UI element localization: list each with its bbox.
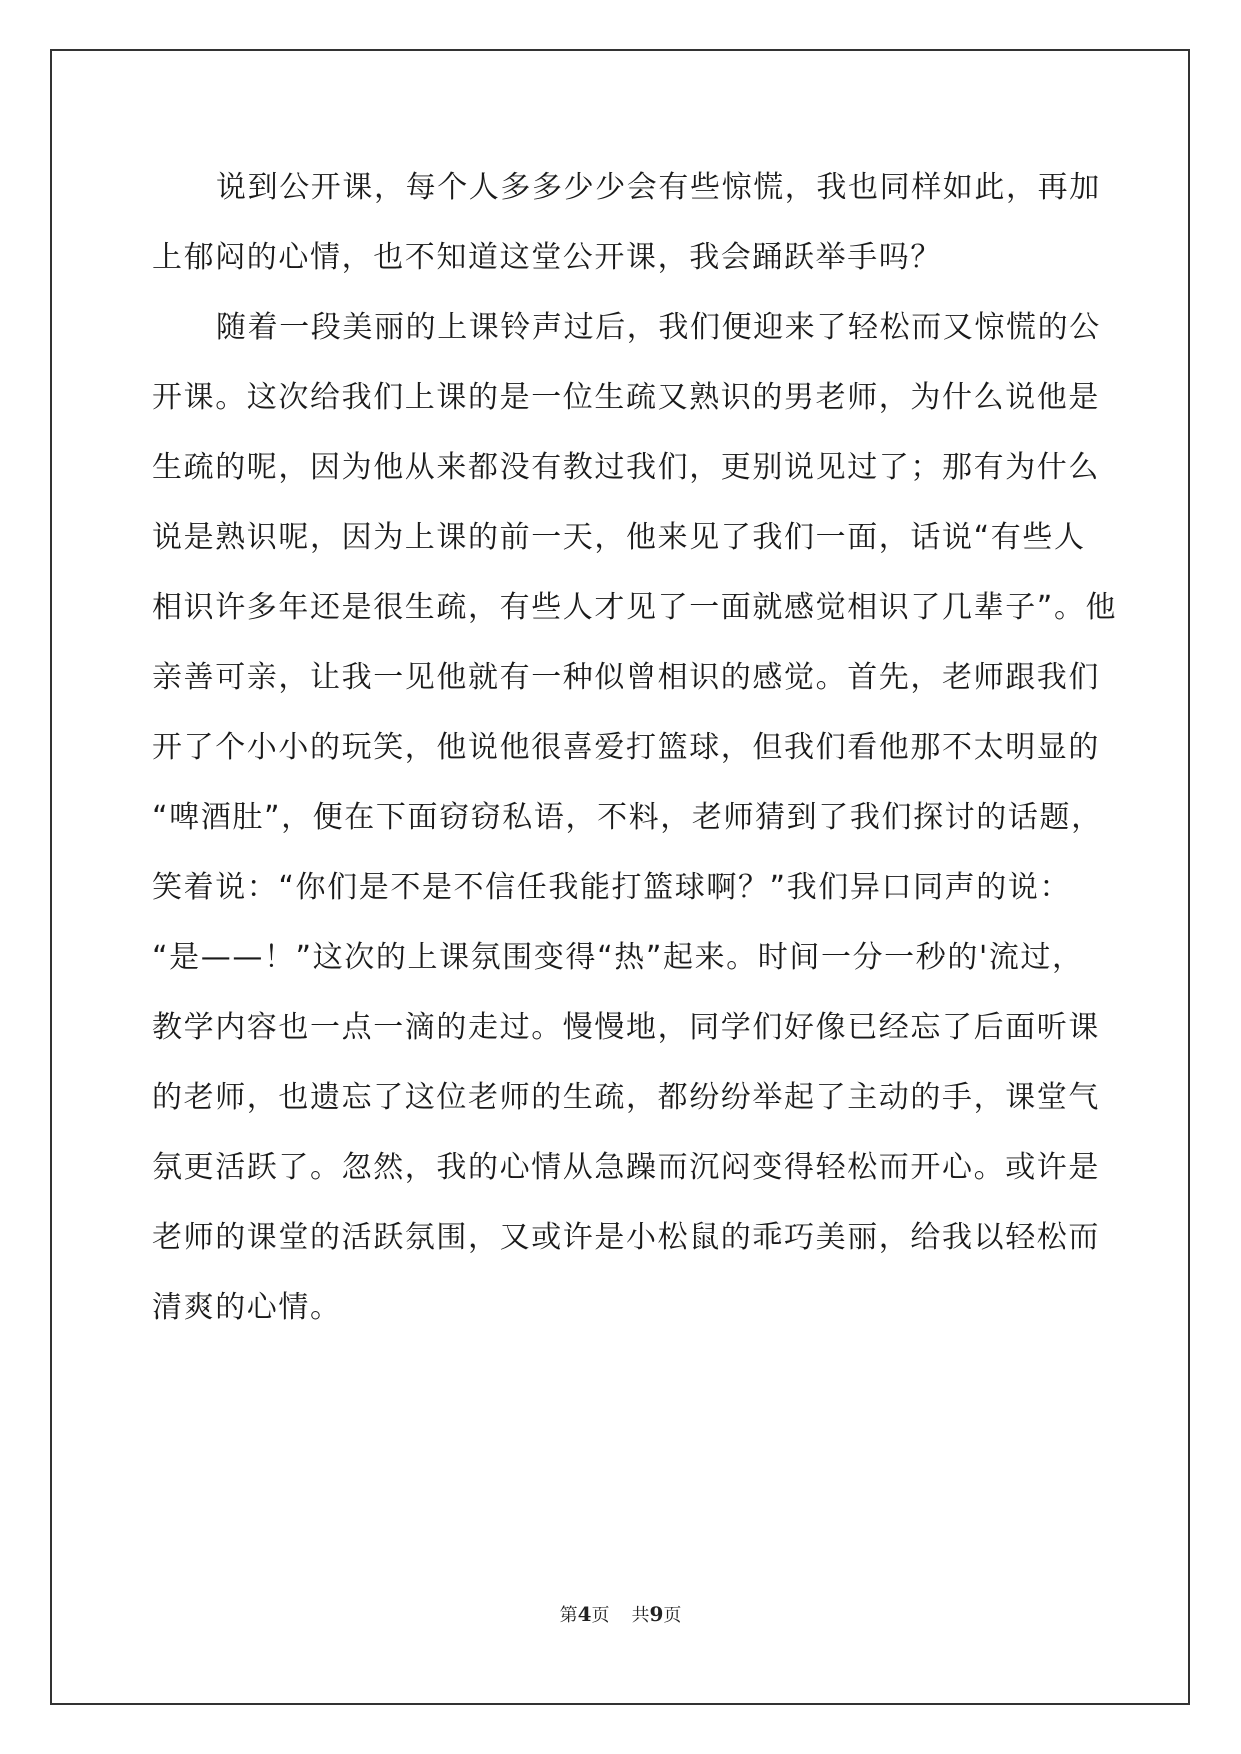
paragraph-line: 相识许多年还是很生疏，有些人才见了一面就感觉相识了几辈子”。他 bbox=[152, 590, 1118, 625]
paragraph-line: 氛更活跃了。忽然，我的心情从急躁而沉闷变得轻松而开心。或许是 bbox=[152, 1150, 1100, 1185]
paragraph-line: 生疏的呢，因为他从来都没有教过我们，更别说见过了；那有为什么 bbox=[152, 450, 1100, 485]
paragraph-line: 教学内容也一点一滴的走过。慢慢地，同学们好像已经忘了后面听课 bbox=[152, 1010, 1100, 1045]
paragraph-line: 亲善可亲，让我一见他就有一种似曾相识的感觉。首先，老师跟我们 bbox=[152, 660, 1100, 695]
paragraph-line: 开了个小小的玩笑，他说他很喜爱打篮球，但我们看他那不太明显的 bbox=[152, 730, 1100, 765]
total-prefix: 共 bbox=[631, 1605, 650, 1626]
page-footer bbox=[0, 1602, 1241, 1628]
paragraph-line: 随着一段美丽的上课铃声过后，我们便迎来了轻松而又惊慌的公 bbox=[216, 310, 1101, 345]
page-suffix: 页 bbox=[591, 1605, 610, 1626]
page-current-number: 4 bbox=[577, 1602, 592, 1626]
paragraph-line: 笑着说：“你们是不是不信任我能打篮球啊？”我们异口同声的说： bbox=[152, 870, 1072, 905]
paragraph-line: “是——！”这次的上课氛围变得“热”起来。时间一分一秒的'流过， bbox=[152, 940, 1084, 975]
page-total-number: 9 bbox=[649, 1602, 664, 1626]
paragraph-line: 的老师，也遗忘了这位老师的生疏，都纷纷举起了主动的手，课堂气 bbox=[152, 1080, 1100, 1115]
paragraph-line: 老师的课堂的活跃氛围，又或许是小松鼠的乖巧美丽，给我以轻松而 bbox=[152, 1220, 1100, 1255]
paragraph-line: 开课。这次给我们上课的是一位生疏又熟识的男老师，为什么说他是 bbox=[152, 380, 1100, 415]
paragraph-line: 说到公开课，每个人多多少少会有些惊慌，我也同样如此，再加 bbox=[216, 170, 1101, 205]
paragraph-line: 说是熟识呢，因为上课的前一天，他来见了我们一面，话说“有些人 bbox=[152, 520, 1086, 555]
total-suffix: 页 bbox=[663, 1605, 682, 1626]
paragraph-line: “啤酒肚”，便在下面窃窃私语，不料，老师猜到了我们探讨的话题， bbox=[152, 800, 1103, 835]
page-prefix: 第 bbox=[559, 1605, 578, 1626]
paragraph-line: 清爽的心情。 bbox=[152, 1290, 342, 1325]
paragraph-line: 上郁闷的心情，也不知道这堂公开课，我会踊跃举手吗？ bbox=[152, 240, 942, 275]
